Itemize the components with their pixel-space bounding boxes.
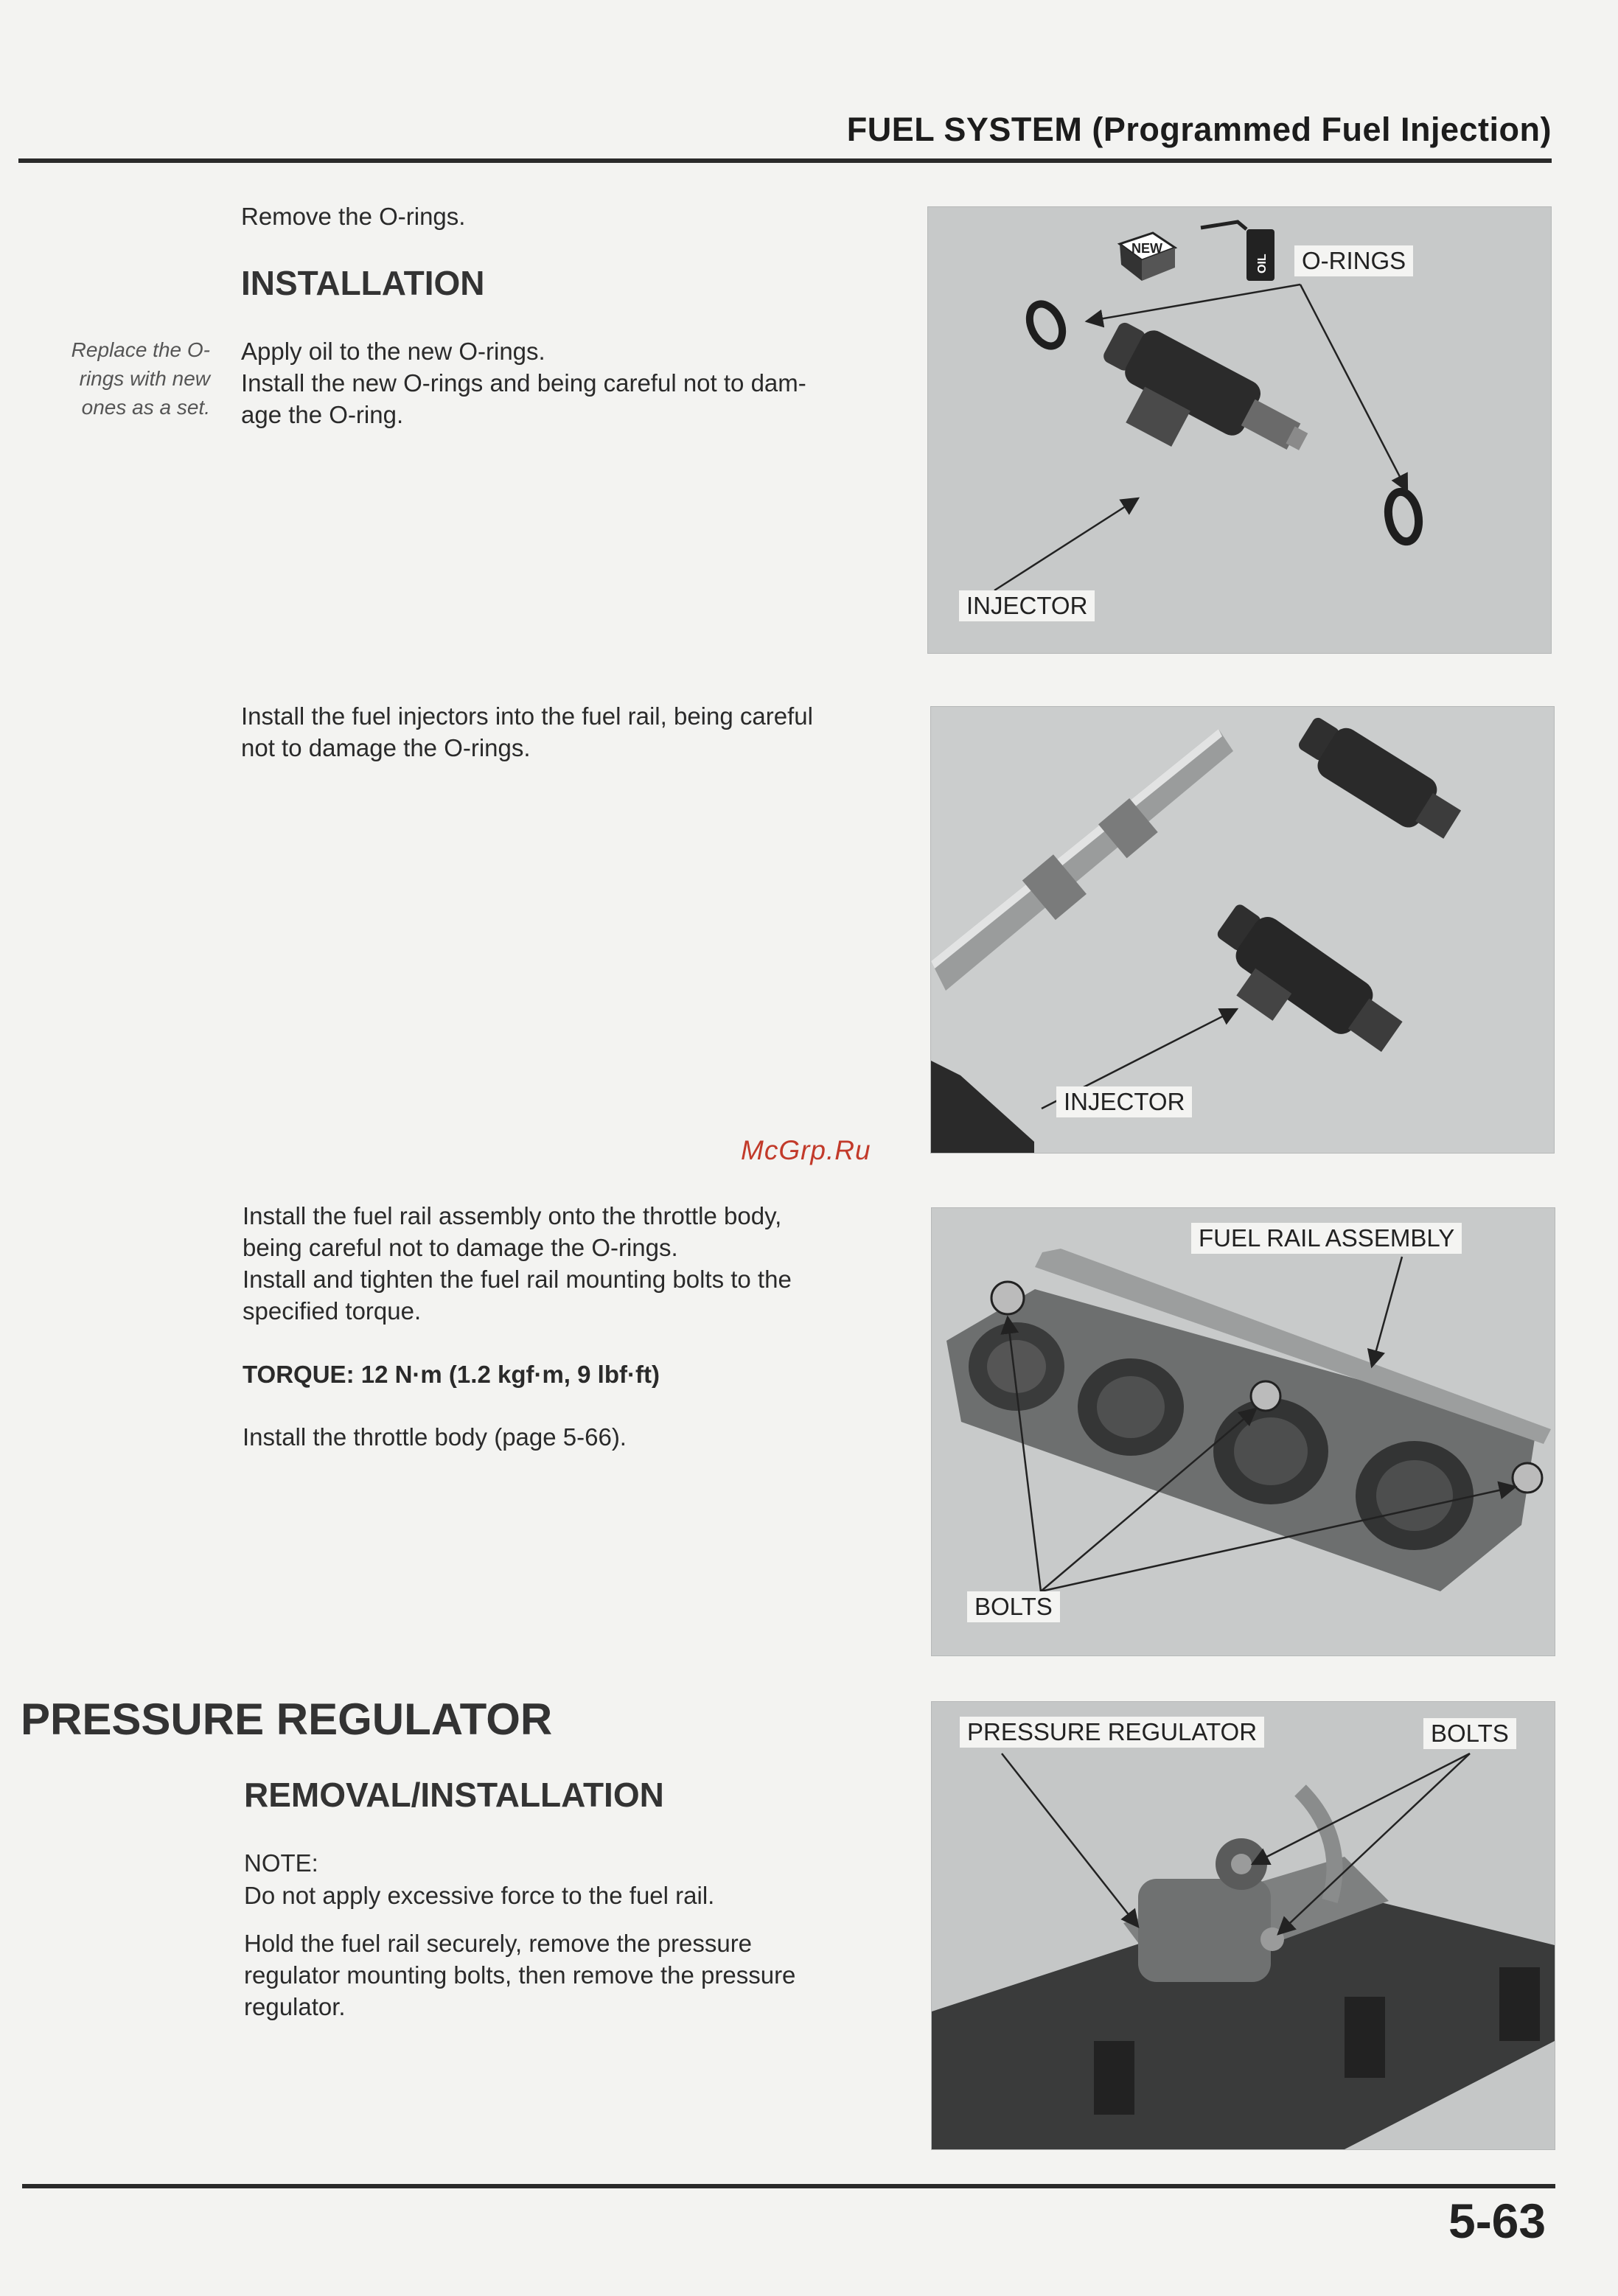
- text-line: Apply oil to the new O-rings.: [241, 338, 545, 365]
- label-bolts: BOLTS: [1423, 1718, 1516, 1749]
- label-bolts: BOLTS: [967, 1591, 1060, 1622]
- note-label: NOTE:: [244, 1849, 318, 1877]
- watermark: McGrp.Ru: [741, 1135, 871, 1165]
- text-line: Install and tighten the fuel rail mounting bolts to the: [243, 1266, 792, 1293]
- label-orings: O-RINGS: [1294, 245, 1413, 276]
- label-injector: INJECTOR: [1056, 1086, 1192, 1117]
- step-install-fuel-rail: [243, 1200, 792, 1327]
- margin-note-line: rings with new: [79, 367, 210, 390]
- figure-pressure-regulator: [931, 1701, 1555, 2150]
- figure-injectors-into-rail: [930, 706, 1555, 1154]
- footer-rule: [22, 2184, 1555, 2188]
- page-number: 5-63: [1448, 2194, 1546, 2248]
- injector-orings-illustration: [928, 207, 1551, 653]
- step-install-throttle-body: Install the throttle body (page 5-66).: [243, 1423, 627, 1451]
- remove-orings-text: Remove the O-rings.: [241, 203, 466, 230]
- label-injector: INJECTOR: [959, 590, 1095, 621]
- text-line: regulator.: [244, 1993, 346, 2020]
- margin-note-replace-orings: [29, 335, 210, 422]
- note-text: Do not apply excessive force to the fuel rail.: [244, 1882, 715, 1909]
- throttle-body-illustration: [932, 1208, 1555, 1655]
- svg-text:NEW: NEW: [1131, 241, 1162, 256]
- torque-spec: TORQUE: 12 N·m (1.2 kgf·m, 9 lbf·ft): [243, 1361, 660, 1388]
- figure-orings-injector: [927, 206, 1552, 654]
- step-remove-regulator: [244, 1927, 795, 2023]
- text-line: Install the fuel rail assembly onto the throttle body,: [243, 1202, 782, 1229]
- pressure-regulator-illustration: [932, 1702, 1555, 2149]
- removal-installation-heading: REMOVAL/INSTALLATION: [244, 1776, 664, 1814]
- margin-note-line: Replace the O-: [71, 338, 210, 361]
- text-line: being careful not to damage the O-rings.: [243, 1234, 678, 1261]
- header-rule: [18, 158, 1552, 163]
- pressure-regulator-title: PRESSURE REGULATOR: [21, 1695, 553, 1744]
- fuel-rail-injectors-illustration: [931, 707, 1554, 1153]
- installation-heading: INSTALLATION: [241, 264, 485, 302]
- text-line: Install the fuel injectors into the fuel rail, being careful: [241, 702, 813, 730]
- step-install-injectors: [241, 700, 813, 764]
- label-pressure-regulator: PRESSURE REGULATOR: [960, 1717, 1264, 1748]
- figure-fuel-rail-assembly: [931, 1207, 1555, 1656]
- label-fuel-rail-assembly: FUEL RAIL ASSEMBLY: [1191, 1223, 1462, 1254]
- margin-note-line: ones as a set.: [81, 396, 210, 419]
- running-head-title: FUEL SYSTEM (Programmed Fuel Injection): [846, 111, 1552, 148]
- svg-text:OIL: OIL: [1256, 254, 1269, 273]
- step-apply-oil: [241, 335, 806, 430]
- text-line: age the O-ring.: [241, 401, 404, 428]
- text-line: Install the new O-rings and being careful not to dam-: [241, 369, 806, 397]
- text-line: specified torque.: [243, 1297, 422, 1325]
- text-line: not to damage the O-rings.: [241, 734, 531, 761]
- text-line: regulator mounting bolts, then remove the pressure: [244, 1961, 796, 1989]
- text-line: Hold the fuel rail securely, remove the pressure: [244, 1930, 753, 1957]
